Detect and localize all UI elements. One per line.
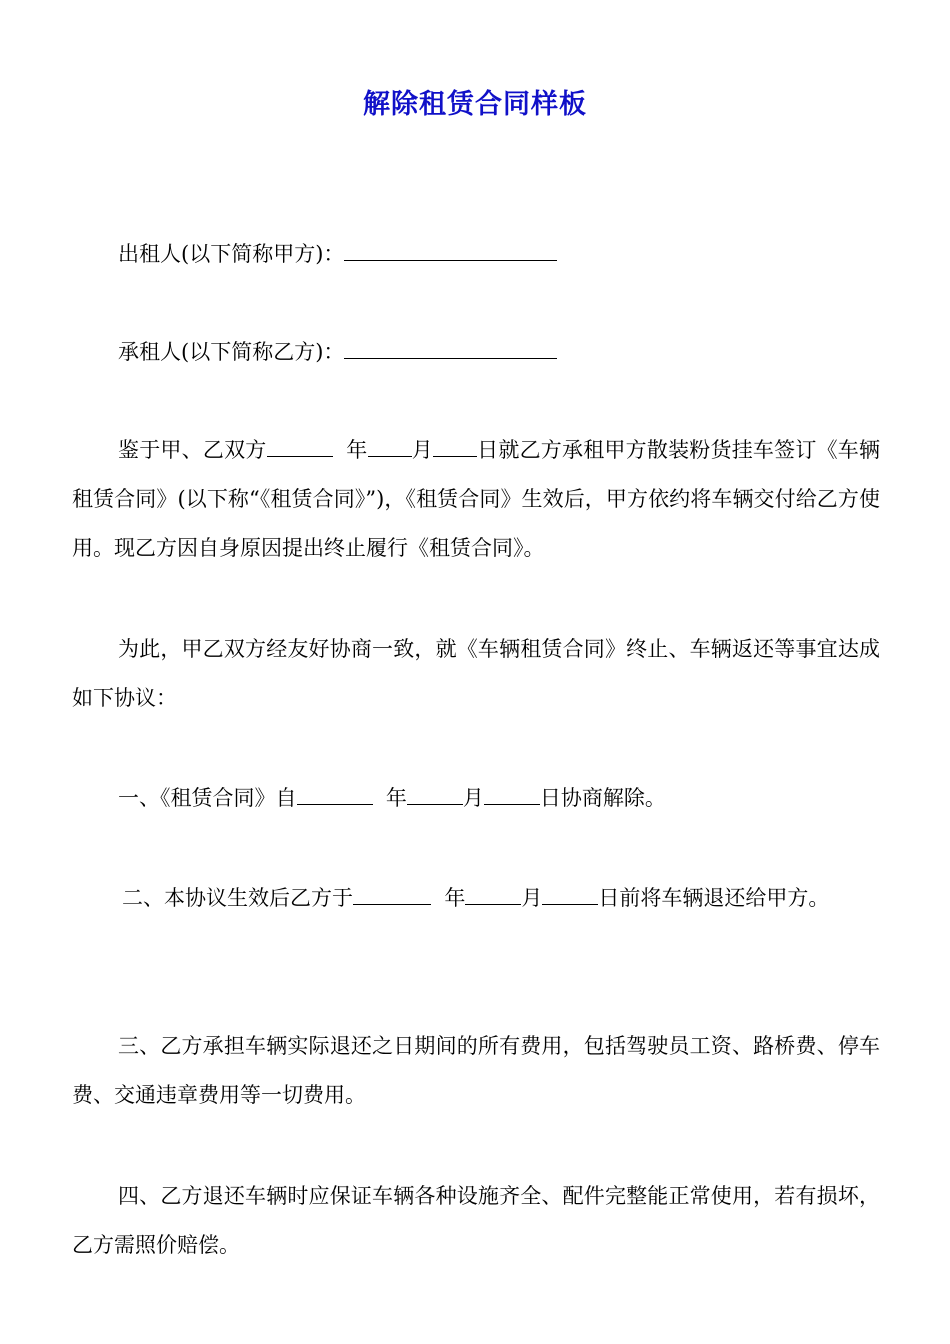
recital-paragraph bbox=[72, 426, 880, 573]
agreement-intro: 为此，甲乙双方经友好协商一致，就《车辆租赁合同》终止、车辆返还等事宜达成如下协议： bbox=[72, 637, 880, 710]
clause-2-month-label: 月 bbox=[521, 886, 543, 910]
clause-2-month-blank[interactable] bbox=[465, 882, 521, 905]
document-title: 解除租赁合同样板 bbox=[363, 89, 587, 120]
recital-text-end: 日就乙方承租甲方散装粉货挂车签订《车辆租赁合同》(以下称“《租赁合同》”)，《租赁合同》生效后，甲方依约将车辆交付给乙方使用。现乙方因自身原因提出终止履行《租赁合同》。 bbox=[72, 438, 881, 560]
clause-1 bbox=[72, 774, 928, 823]
clause-1-month-label: 月 bbox=[462, 786, 484, 810]
clause-2-year-label: 年 bbox=[444, 886, 466, 910]
lessor-blank[interactable] bbox=[344, 238, 557, 261]
recital-year-label: 年 bbox=[346, 438, 368, 462]
clause-3: 三、乙方承担车辆实际退还之日期间的所有费用，包括驾驶员工资、路桥费、停车费、交通违章费用等一切费用。 bbox=[72, 1034, 880, 1107]
clause-2-text-end: 日前将车辆退还给甲方。 bbox=[598, 886, 830, 910]
recital-day-blank[interactable] bbox=[433, 434, 477, 457]
clause-1-day-blank[interactable] bbox=[484, 782, 540, 805]
clause-1-text-end: 日协商解除。 bbox=[539, 786, 666, 810]
clause-2-year-blank[interactable] bbox=[353, 882, 431, 905]
recital-text-start: 鉴于甲、乙双方 bbox=[118, 438, 267, 462]
clause-2-text-start: 二、本协议生效后乙方于 bbox=[122, 886, 353, 910]
lessee-blank[interactable] bbox=[344, 336, 557, 359]
clause-1-text-start: 一、《租赁合同》自 bbox=[118, 786, 297, 810]
clause-1-year-blank[interactable] bbox=[297, 782, 373, 805]
clause-1-month-blank[interactable] bbox=[407, 782, 463, 805]
lessor-line bbox=[72, 230, 928, 279]
lessor-label: 出租人(以下简称甲方)： bbox=[118, 242, 345, 266]
lessee-line bbox=[72, 328, 928, 377]
recital-month-blank[interactable] bbox=[368, 434, 412, 457]
clause-2 bbox=[72, 874, 932, 923]
clause-1-year-label: 年 bbox=[385, 786, 407, 810]
lessee-label: 承租人(以下简称乙方)： bbox=[118, 340, 345, 364]
recital-year-blank[interactable] bbox=[267, 434, 333, 457]
clause-4: 四、乙方退还车辆时应保证车辆各种设施齐全、配件完整能正常使用，若有损坏，乙方需照价赔偿。 bbox=[72, 1184, 880, 1257]
clause-2-day-blank[interactable] bbox=[542, 882, 598, 905]
recital-month-label: 月 bbox=[411, 438, 433, 462]
